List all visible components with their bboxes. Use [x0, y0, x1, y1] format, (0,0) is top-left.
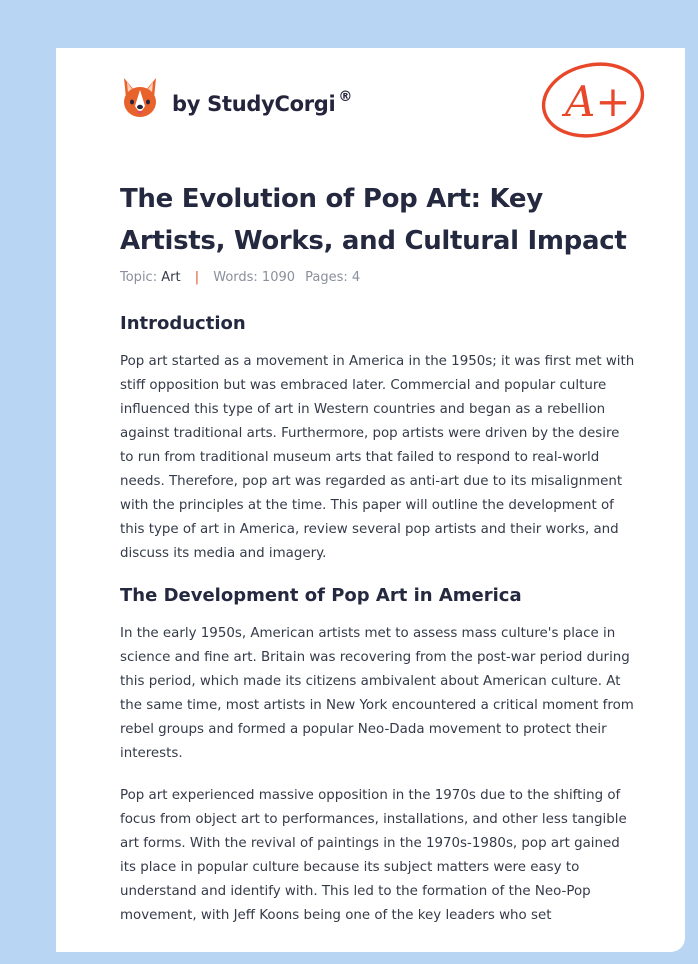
- page-count: Pages: 4: [305, 270, 361, 285]
- topic-label: Topic:: [120, 270, 158, 285]
- section-heading-development: The Development of Pop Art in America: [120, 585, 522, 606]
- document-title: The Evolution of Pop Art: Key Artists, Works, and Cultural Impact: [120, 184, 627, 256]
- grade-text: A+: [565, 77, 631, 126]
- meta-separator: |: [194, 270, 200, 285]
- registered-mark: ®: [338, 89, 353, 105]
- paragraph: Pop art started as a movement in America in the 1950s; it was first met with stiff opposition but was embraced later. Commercial and popular culture influenced this type of art in Western countries and began as a rebellion against traditional arts. Furthermore, pop artists were driven by the desire to run from traditional museum arts that failed to respond to real-world needs. Therefore, pop art was regarded as anti-art due to its misalignment with the principles at the time. This paper will outline the development of this type of art in America, review several pop artists and their works, and discuss its media and imagery.: [120, 354, 635, 561]
- document-page: [56, 48, 685, 952]
- grade-stamp: [537, 58, 647, 144]
- section-heading-introduction: Introduction: [120, 313, 246, 334]
- brand-header: [120, 76, 352, 124]
- corgi-logo-icon: [120, 76, 160, 124]
- document-body: [120, 310, 635, 928]
- paragraph: Pop art experienced massive opposition in the 1970s due to the shifting of focus from object art to performances, installations, and other less tangible art forms. With the revival of paintings in the 1970s-1980s, pop art gained its place in popular culture because its subject matters were easy to understand and identify with. This led to the formation of the Neo-Pop movement, with Jeff Koons being one of the key leaders who set: [120, 788, 627, 923]
- paragraph: In the early 1950s, American artists met to assess mass culture's place in science and fine art. Britain was recovering from the post-war period during this period, which made its citizens ambivalent about American culture. At the same time, most artists in New York encountered a critical moment from rebel groups and formed a popular Neo-Dada movement to protect their interests.: [120, 626, 634, 761]
- brand-name: by StudyCorgi ®: [172, 89, 353, 116]
- word-count: Words: 1090: [213, 270, 296, 285]
- document-meta: [120, 270, 360, 285]
- topic-link[interactable]: Art: [161, 270, 181, 285]
